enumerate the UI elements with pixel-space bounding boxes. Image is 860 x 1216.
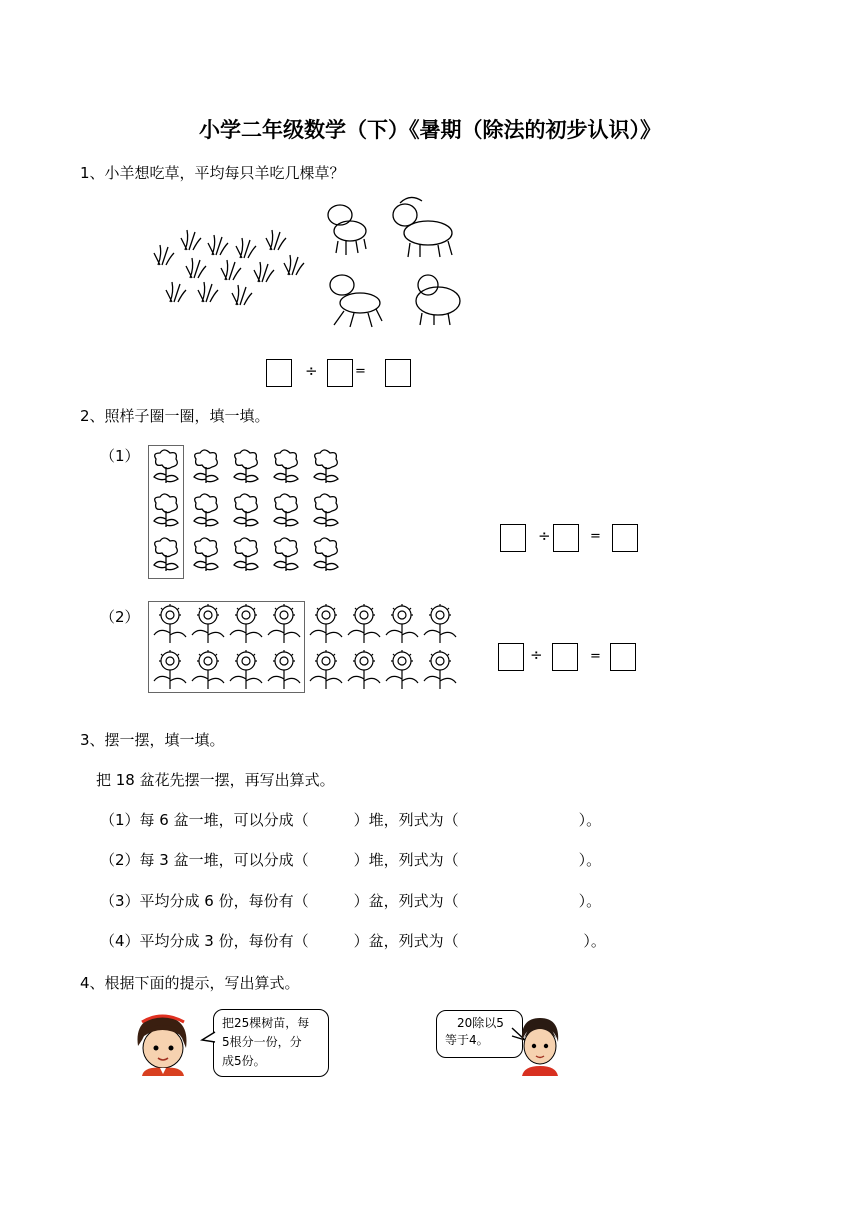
- answer-box[interactable]: [327, 359, 353, 387]
- girl-speech-bubble: [213, 1009, 329, 1077]
- flower-icon: [154, 450, 338, 571]
- boy-icon: [518, 1016, 562, 1076]
- boy-speech-bubble: [436, 1010, 523, 1058]
- fill-item[interactable]: （1）每 6 盆一堆，可以分成（ ）堆，列式为（ ）。: [100, 811, 602, 829]
- sheep-icon: [328, 197, 460, 327]
- question-1: 1、小羊想吃草，平均每只羊吃几棵草？: [80, 164, 345, 182]
- fill-item[interactable]: （2）每 3 盆一堆，可以分成（ ）堆，列式为（ ）。: [100, 851, 602, 869]
- question-4: 4、根据下面的提示，写出算式。: [80, 974, 300, 992]
- grass-group: [150, 220, 310, 315]
- bubble-line: 把25棵树苗，每: [222, 1016, 310, 1030]
- flower-grid-2: [152, 603, 464, 693]
- question-3: 3、摆一摆，填一填。: [80, 731, 225, 749]
- answer-box[interactable]: [612, 524, 638, 552]
- page-title: 小学二年级数学（下）《暑期（除法的初步认识）》: [199, 118, 661, 142]
- answer-box[interactable]: [385, 359, 411, 387]
- answer-box[interactable]: [266, 359, 292, 387]
- equals-sign: =: [590, 529, 601, 544]
- fill-item[interactable]: （4）平均分成 3 份，每份有（ ）盆，列式为（ ）。: [100, 932, 606, 950]
- sheep-group: [310, 193, 465, 333]
- fill-item[interactable]: （3）平均分成 6 份，每份有（ ）盆，列式为（ ）。: [100, 892, 602, 910]
- part-label: （2）: [100, 608, 140, 626]
- flower-icon: [154, 604, 456, 689]
- bubble-line: 成5份。: [222, 1054, 266, 1068]
- bubble-tail: [200, 1030, 216, 1046]
- bubble-line: 5根分一份，分: [222, 1035, 302, 1049]
- answer-box[interactable]: [610, 643, 636, 671]
- equals-sign: =: [355, 364, 366, 379]
- girl-icon: [130, 1012, 202, 1076]
- question-2: 2、照样子圈一圈，填一填。: [80, 407, 270, 425]
- question-3-intro: 把 18 盆花先摆一摆，再写出算式。: [96, 771, 335, 789]
- part-label: （1）: [100, 447, 140, 465]
- grass-icon: [154, 230, 304, 305]
- answer-box[interactable]: [500, 524, 526, 552]
- divide-sign: ÷: [305, 362, 318, 380]
- bubble-line: 20除以5: [457, 1016, 504, 1030]
- equals-sign: =: [590, 649, 601, 664]
- flower-grid-1: [150, 447, 350, 579]
- answer-box[interactable]: [498, 643, 524, 671]
- divide-sign: ÷: [530, 646, 543, 664]
- divide-sign: ÷: [538, 527, 551, 545]
- bubble-line: 等于4。: [445, 1033, 489, 1047]
- answer-box[interactable]: [553, 524, 579, 552]
- answer-box[interactable]: [552, 643, 578, 671]
